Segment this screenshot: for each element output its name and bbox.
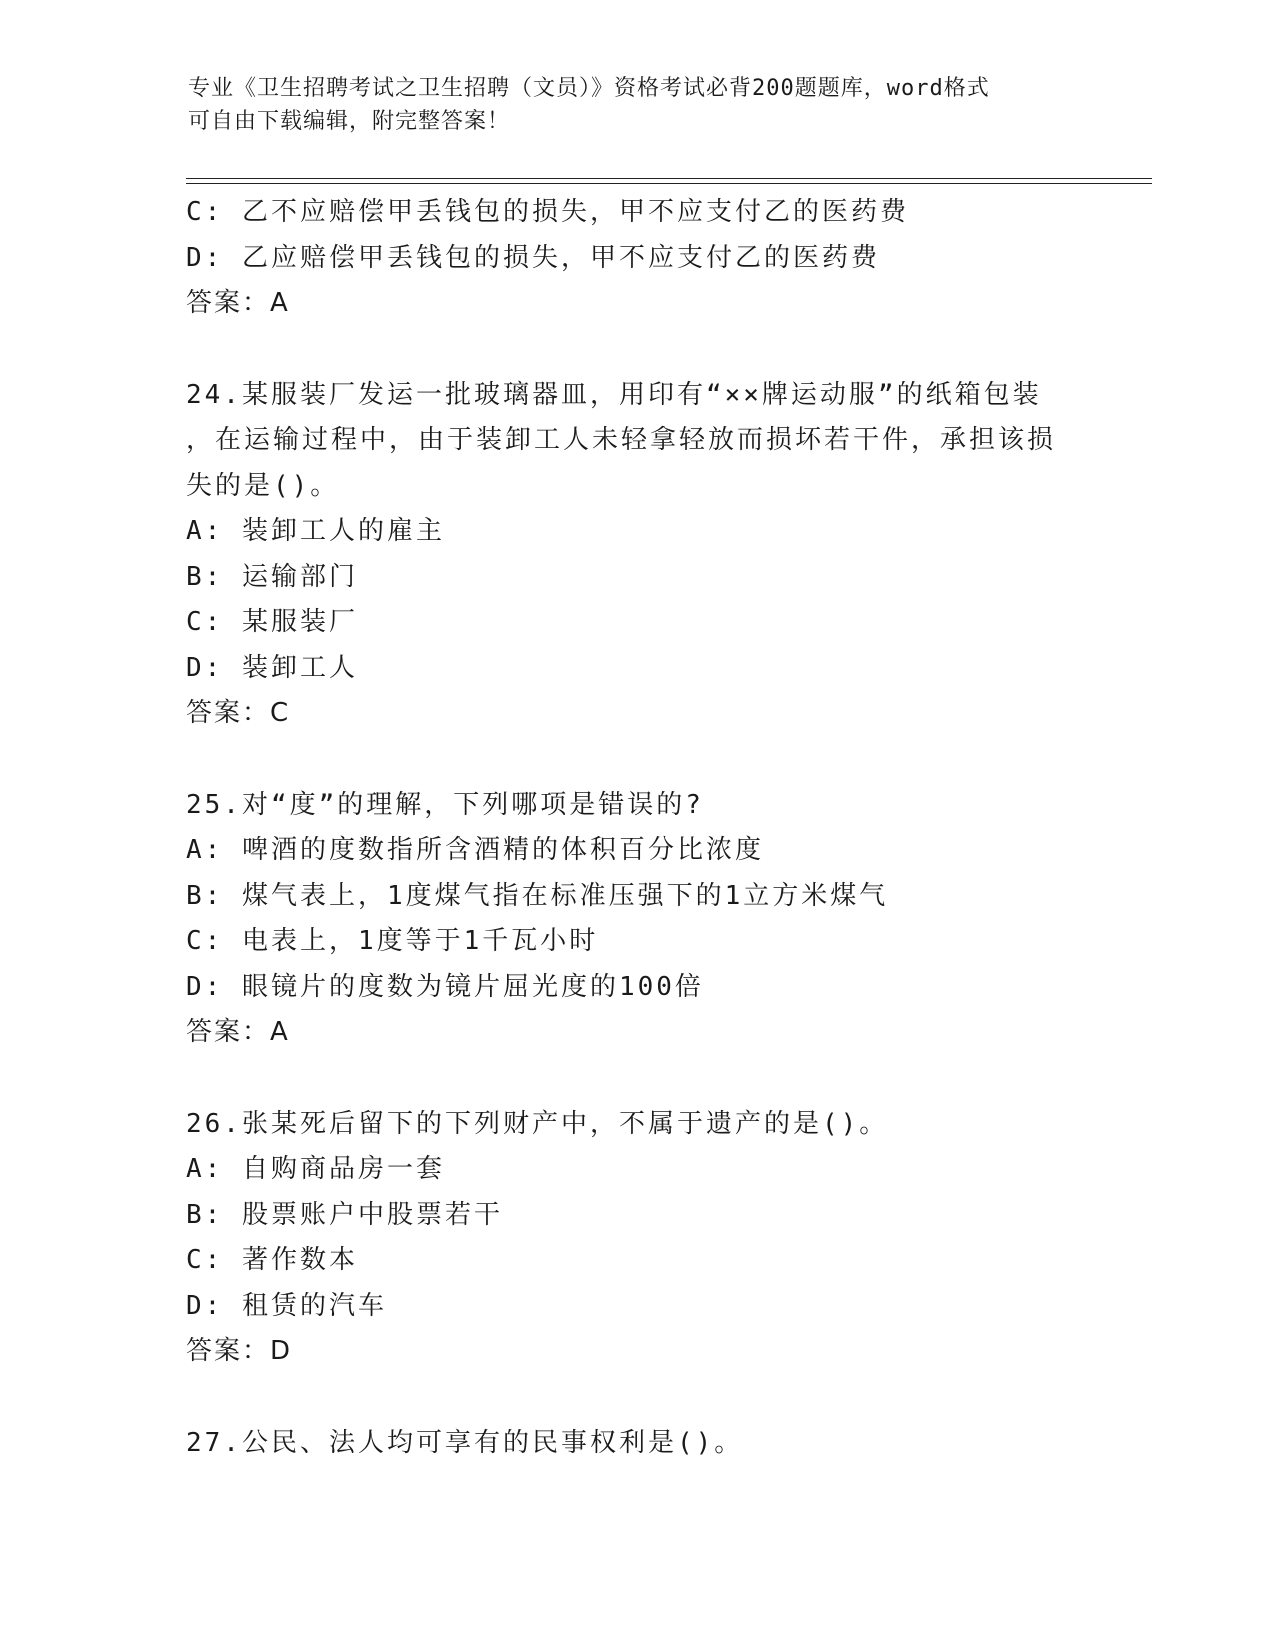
document-header: [188, 72, 1068, 138]
header-line-1: 专业《卫生招聘考试之卫生招聘（文员）》资格考试必背200题题库，word格式: [188, 76, 990, 101]
stem-line: 24.某服装厂发运一批玻璃器皿，用印有“××牌运动服”的纸箱包装: [186, 379, 1042, 410]
question-27: [186, 1421, 1086, 1467]
option-c: C: 某服装厂: [186, 607, 358, 637]
option-a: A: 啤酒的度数指所含酒精的体积百分比浓度: [186, 835, 764, 865]
option-c: C: 乙不应赔偿甲丢钱包的损失，甲不应支付乙的医药费: [186, 197, 909, 227]
question-list: [186, 190, 1086, 1466]
option-b: B: 运输部门: [186, 561, 358, 592]
stem-line: 27.公民、法人均可享有的民事权利是()。: [186, 1427, 744, 1458]
answer: 答案：A: [186, 288, 290, 318]
question-stem: [186, 373, 1086, 510]
header-divider-top: [186, 178, 1152, 179]
header-line-2: 可自由下载编辑，附完整答案！: [188, 109, 511, 134]
question-23-continued: [186, 190, 1086, 327]
header-divider-bottom: [186, 183, 1152, 184]
stem-line: ，在运输过程中，由于装卸工人未轻拿轻放而损坏若干件，承担该损: [186, 425, 1057, 455]
option-c: C: 电表上，1度等于1千瓦小时: [186, 926, 599, 956]
question-25: [186, 783, 1086, 1056]
option-c: C: 著作数本: [186, 1245, 358, 1275]
question-24: [186, 373, 1086, 737]
option-d: D: 眼镜片的度数为镜片屈光度的100倍: [186, 971, 704, 1002]
option-a: A: 自购商品房一套: [186, 1154, 445, 1184]
answer: 答案：D: [186, 1336, 293, 1366]
question-26: [186, 1102, 1086, 1375]
option-b: B: 股票账户中股票若干: [186, 1199, 503, 1230]
answer: 答案：C: [186, 698, 291, 728]
question-stem: [186, 783, 1086, 829]
question-stem: [186, 1102, 1086, 1148]
stem-line: 26.张某死后留下的下列财产中，不属于遗产的是()。: [186, 1108, 889, 1139]
option-a: A: 装卸工人的雇主: [186, 516, 445, 546]
answer: 答案：A: [186, 1017, 290, 1047]
stem-line: 失的是()。: [186, 470, 340, 501]
option-d: D: 乙应赔偿甲丢钱包的损失，甲不应支付乙的医药费: [186, 242, 880, 273]
option-d: D: 租赁的汽车: [186, 1290, 387, 1321]
option-d: D: 装卸工人: [186, 652, 358, 683]
option-b: B: 煤气表上，1度煤气指在标准压强下的1立方米煤气: [186, 880, 889, 911]
question-stem: [186, 1421, 1086, 1467]
stem-line: 25.对“度”的理解，下列哪项是错误的?: [186, 789, 704, 820]
